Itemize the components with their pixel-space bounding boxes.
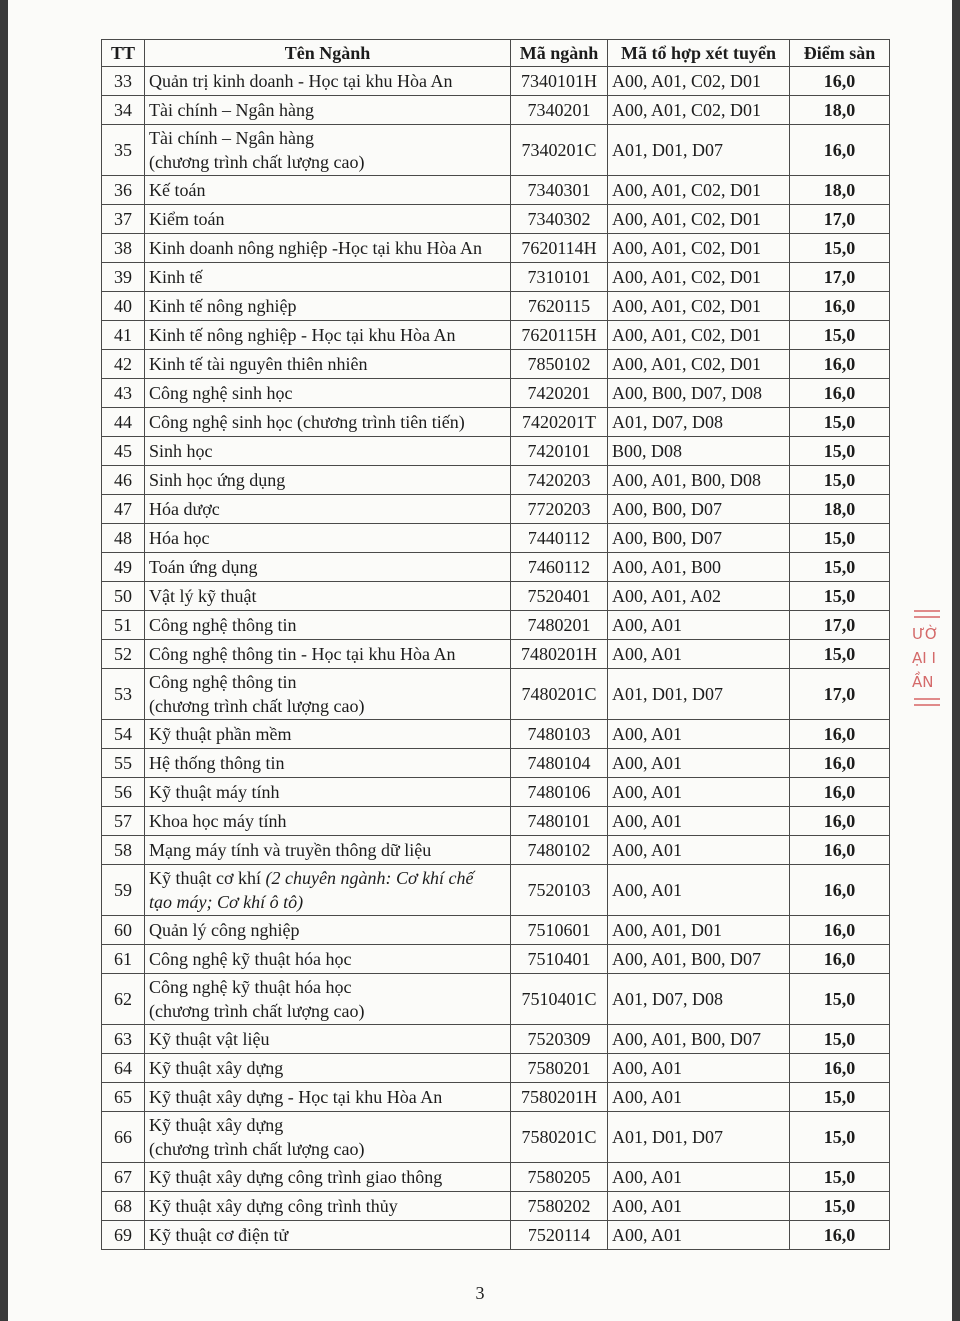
table-row <box>102 437 890 466</box>
minimum-score: 17,0 <box>790 205 890 234</box>
row-number: 42 <box>102 350 145 379</box>
table-row <box>102 974 890 1025</box>
major-name <box>145 263 511 292</box>
major-code: 7580202 <box>511 1192 608 1221</box>
subject-combinations: A00, A01, C02, D01 <box>608 67 790 96</box>
row-number: 37 <box>102 205 145 234</box>
minimum-score: 18,0 <box>790 176 890 205</box>
row-number: 66 <box>102 1112 145 1163</box>
minimum-score: 16,0 <box>790 865 890 916</box>
table-row <box>102 176 890 205</box>
major-name-line2: (chương trình chất lượng cao) <box>149 152 365 172</box>
minimum-score: 15,0 <box>790 234 890 263</box>
table-row <box>102 234 890 263</box>
major-name-text: Công nghệ kỹ thuật hóa học <box>149 977 352 997</box>
minimum-score: 15,0 <box>790 1025 890 1054</box>
minimum-score: 17,0 <box>790 669 890 720</box>
table-row <box>102 67 890 96</box>
major-code: 7850102 <box>511 350 608 379</box>
major-name-text: Tài chính – Ngân hàng <box>149 100 314 120</box>
row-number: 41 <box>102 321 145 350</box>
major-name-line2: (chương trình chất lượng cao) <box>149 696 365 716</box>
table-row <box>102 1112 890 1163</box>
subject-combinations: A00, A01, C02, D01 <box>608 263 790 292</box>
minimum-score: 16,0 <box>790 778 890 807</box>
major-code: 7480101 <box>511 807 608 836</box>
table-row <box>102 778 890 807</box>
major-code: 7460112 <box>511 553 608 582</box>
major-name <box>145 321 511 350</box>
stamp-line <box>914 704 940 706</box>
row-number: 33 <box>102 67 145 96</box>
admission-score-table <box>101 39 890 1250</box>
subject-combinations: A00, A01, C02, D01 <box>608 321 790 350</box>
major-name <box>145 553 511 582</box>
major-name-text: Kinh tế nông nghiệp - Học tại khu Hòa An <box>149 325 456 345</box>
row-number: 69 <box>102 1221 145 1250</box>
major-name <box>145 437 511 466</box>
minimum-score: 15,0 <box>790 524 890 553</box>
row-number: 54 <box>102 720 145 749</box>
row-number: 40 <box>102 292 145 321</box>
minimum-score: 16,0 <box>790 125 890 176</box>
major-name-text: Kỹ thuật xây dựng <box>149 1115 284 1135</box>
major-name <box>145 1221 511 1250</box>
minimum-score: 16,0 <box>790 836 890 865</box>
row-number: 46 <box>102 466 145 495</box>
major-code: 7510401 <box>511 945 608 974</box>
major-code: 7620114H <box>511 234 608 263</box>
subject-combinations: A00, A01 <box>608 836 790 865</box>
row-number: 63 <box>102 1025 145 1054</box>
minimum-score: 16,0 <box>790 720 890 749</box>
table-row <box>102 1083 890 1112</box>
table-row <box>102 263 890 292</box>
row-number: 47 <box>102 495 145 524</box>
row-number: 59 <box>102 865 145 916</box>
row-number: 43 <box>102 379 145 408</box>
major-code: 7510401C <box>511 974 608 1025</box>
major-name <box>145 67 511 96</box>
major-name <box>145 865 511 916</box>
major-code: 7580205 <box>511 1163 608 1192</box>
major-note: (2 chuyên ngành: Cơ khí chế <box>265 868 474 888</box>
major-name-text: Kinh tế <box>149 267 203 287</box>
major-name <box>145 1192 511 1221</box>
major-name <box>145 778 511 807</box>
major-name <box>145 974 511 1025</box>
subject-combinations: A00, A01, C02, D01 <box>608 234 790 263</box>
major-name-line2: (chương trình chất lượng cao) <box>149 1001 365 1021</box>
stamp-text: ẦN <box>912 673 934 691</box>
major-name-text: Hệ thống thông tin <box>149 753 285 773</box>
table-row <box>102 466 890 495</box>
row-number: 57 <box>102 807 145 836</box>
minimum-score: 15,0 <box>790 974 890 1025</box>
subject-combinations: A00, A01 <box>608 1192 790 1221</box>
major-name-text: Sinh học ứng dụng <box>149 470 286 490</box>
major-name-text: Công nghệ thông tin <box>149 615 297 635</box>
major-name-text: Kiểm toán <box>149 209 225 229</box>
table-row <box>102 553 890 582</box>
table-row <box>102 582 890 611</box>
major-code: 7420203 <box>511 466 608 495</box>
table-row <box>102 611 890 640</box>
subject-combinations: A00, A01, B00, D08 <box>608 466 790 495</box>
major-code: 7620115H <box>511 321 608 350</box>
table-row <box>102 1192 890 1221</box>
row-number: 34 <box>102 96 145 125</box>
subject-combinations: B00, D08 <box>608 437 790 466</box>
table-row <box>102 945 890 974</box>
table-row <box>102 379 890 408</box>
minimum-score: 18,0 <box>790 96 890 125</box>
major-code: 7480104 <box>511 749 608 778</box>
major-code: 7580201H <box>511 1083 608 1112</box>
major-name-text: Kỹ thuật phần mềm <box>149 724 292 744</box>
major-name <box>145 125 511 176</box>
subject-combinations: A00, A01, D01 <box>608 916 790 945</box>
major-name <box>145 611 511 640</box>
major-name-text: Toán ứng dụng <box>149 557 258 577</box>
major-name-text: Công nghệ thông tin - Học tại khu Hòa An <box>149 644 456 664</box>
major-code: 7340302 <box>511 205 608 234</box>
major-code: 7620115 <box>511 292 608 321</box>
table-row <box>102 125 890 176</box>
table-row <box>102 916 890 945</box>
minimum-score: 17,0 <box>790 611 890 640</box>
minimum-score: 16,0 <box>790 945 890 974</box>
subject-combinations: A00, A01, C02, D01 <box>608 176 790 205</box>
minimum-score: 15,0 <box>790 1083 890 1112</box>
major-code: 7480201H <box>511 640 608 669</box>
header-tt: TT <box>102 40 145 67</box>
major-name <box>145 350 511 379</box>
table-row <box>102 321 890 350</box>
table-row <box>102 350 890 379</box>
subject-combinations: A00, B00, D07, D08 <box>608 379 790 408</box>
subject-combinations: A00, A01 <box>608 640 790 669</box>
stamp-line <box>914 698 940 700</box>
major-name-text: Kỹ thuật cơ khí <box>149 868 266 888</box>
subject-combinations: A00, A01, B00, D07 <box>608 945 790 974</box>
row-number: 53 <box>102 669 145 720</box>
table-row <box>102 1221 890 1250</box>
major-name-text: Kỹ thuật xây dựng <box>149 1058 284 1078</box>
major-name <box>145 720 511 749</box>
major-code: 7580201C <box>511 1112 608 1163</box>
major-name-text: Kỹ thuật máy tính <box>149 782 280 802</box>
table-row <box>102 1054 890 1083</box>
stamp-text: ƯỜ <box>912 625 939 643</box>
major-name <box>145 749 511 778</box>
minimum-score: 16,0 <box>790 1054 890 1083</box>
header-subject-combinations: Mã tổ hợp xét tuyển <box>608 40 790 67</box>
major-code: 7340201 <box>511 96 608 125</box>
table-row <box>102 96 890 125</box>
major-name-text: Kỹ thuật cơ điện tử <box>149 1225 289 1245</box>
subject-combinations: A00, A01, B00 <box>608 553 790 582</box>
major-code: 7340101H <box>511 67 608 96</box>
row-number: 61 <box>102 945 145 974</box>
major-name-text: Kỹ thuật xây dựng công trình giao thông <box>149 1167 443 1187</box>
major-name <box>145 945 511 974</box>
minimum-score: 16,0 <box>790 292 890 321</box>
row-number: 65 <box>102 1083 145 1112</box>
page-number: 3 <box>475 1283 485 1303</box>
subject-combinations: A00, A01 <box>608 1083 790 1112</box>
table-row <box>102 749 890 778</box>
subject-combinations: A00, A01, A02 <box>608 582 790 611</box>
subject-combinations: A00, A01, C02, D01 <box>608 96 790 125</box>
major-code: 7420201 <box>511 379 608 408</box>
row-number: 64 <box>102 1054 145 1083</box>
row-number: 50 <box>102 582 145 611</box>
major-code: 7420101 <box>511 437 608 466</box>
subject-combinations: A00, A01 <box>608 749 790 778</box>
major-name <box>145 466 511 495</box>
major-code: 7340201C <box>511 125 608 176</box>
major-name-text: Kỹ thuật xây dựng công trình thủy <box>149 1196 398 1216</box>
major-name-text: Quản lý công nghiệp <box>149 920 300 940</box>
row-number: 39 <box>102 263 145 292</box>
major-name-text: Kế toán <box>149 180 206 200</box>
major-name-text: Khoa học máy tính <box>149 811 287 831</box>
minimum-score: 15,0 <box>790 321 890 350</box>
table-header-row <box>102 40 890 67</box>
major-name-text: Công nghệ sinh học (chương trình tiên tiến) <box>149 412 465 432</box>
subject-combinations: A00, A01 <box>608 865 790 916</box>
minimum-score: 16,0 <box>790 749 890 778</box>
subject-combinations: A00, B00, D07 <box>608 495 790 524</box>
major-name <box>145 836 511 865</box>
row-number: 38 <box>102 234 145 263</box>
subject-combinations: A00, B00, D07 <box>608 524 790 553</box>
major-name-text: Tài chính – Ngân hàng <box>149 128 314 148</box>
minimum-score: 16,0 <box>790 1221 890 1250</box>
major-name <box>145 1025 511 1054</box>
major-name <box>145 916 511 945</box>
major-code: 7520103 <box>511 865 608 916</box>
table-row <box>102 1025 890 1054</box>
header-minimum-score: Điểm sàn <box>790 40 890 67</box>
subject-combinations: A01, D07, D08 <box>608 408 790 437</box>
minimum-score: 16,0 <box>790 350 890 379</box>
major-name-text: Kỹ thuật vật liệu <box>149 1029 270 1049</box>
subject-combinations: A01, D01, D07 <box>608 125 790 176</box>
major-name-text: Hóa học <box>149 528 210 548</box>
major-name-text: Kinh tế tài nguyên thiên nhiên <box>149 354 368 374</box>
minimum-score: 15,0 <box>790 553 890 582</box>
minimum-score: 15,0 <box>790 1163 890 1192</box>
major-name <box>145 669 511 720</box>
major-name <box>145 495 511 524</box>
major-name <box>145 1083 511 1112</box>
row-number: 68 <box>102 1192 145 1221</box>
major-name-text: Vật lý kỹ thuật <box>149 586 257 606</box>
row-number: 58 <box>102 836 145 865</box>
major-code: 7480103 <box>511 720 608 749</box>
major-code: 7520401 <box>511 582 608 611</box>
major-name <box>145 1054 511 1083</box>
table-row <box>102 205 890 234</box>
subject-combinations: A00, A01 <box>608 807 790 836</box>
stamp-line <box>914 616 940 618</box>
subject-combinations: A01, D01, D07 <box>608 669 790 720</box>
minimum-score: 17,0 <box>790 263 890 292</box>
minimum-score: 18,0 <box>790 495 890 524</box>
major-name <box>145 582 511 611</box>
row-number: 60 <box>102 916 145 945</box>
table-row <box>102 292 890 321</box>
major-code: 7420201T <box>511 408 608 437</box>
table-row <box>102 640 890 669</box>
minimum-score: 15,0 <box>790 437 890 466</box>
subject-combinations: A00, A01 <box>608 611 790 640</box>
document-page <box>8 0 952 1321</box>
subject-combinations: A00, A01 <box>608 1054 790 1083</box>
table-row <box>102 720 890 749</box>
header-major-code: Mã ngành <box>511 40 608 67</box>
row-number: 36 <box>102 176 145 205</box>
major-name <box>145 640 511 669</box>
row-number: 48 <box>102 524 145 553</box>
row-number: 55 <box>102 749 145 778</box>
major-name-text: Công nghệ kỹ thuật hóa học <box>149 949 352 969</box>
table-row <box>102 495 890 524</box>
major-code: 7340301 <box>511 176 608 205</box>
major-name <box>145 205 511 234</box>
major-code: 7520114 <box>511 1221 608 1250</box>
minimum-score: 16,0 <box>790 807 890 836</box>
stamp-line <box>914 610 940 612</box>
subject-combinations: A00, A01 <box>608 1163 790 1192</box>
table-row <box>102 1163 890 1192</box>
row-number: 56 <box>102 778 145 807</box>
major-name-text: Kỹ thuật xây dựng - Học tại khu Hòa An <box>149 1087 443 1107</box>
major-code: 7480201C <box>511 669 608 720</box>
major-name-text: Hóa dược <box>149 499 220 519</box>
major-name-text: Công nghệ thông tin <box>149 672 297 692</box>
major-code: 7480102 <box>511 836 608 865</box>
major-note-line2: tạo máy; Cơ khí ô tô) <box>149 892 304 912</box>
minimum-score: 15,0 <box>790 1112 890 1163</box>
major-name-text: Công nghệ sinh học <box>149 383 293 403</box>
table-row <box>102 408 890 437</box>
major-name <box>145 234 511 263</box>
table-row <box>102 669 890 720</box>
major-code: 7720203 <box>511 495 608 524</box>
subject-combinations: A00, A01, C02, D01 <box>608 292 790 321</box>
major-name-text: Quản trị kinh doanh - Học tại khu Hòa An <box>149 71 453 91</box>
major-code: 7440112 <box>511 524 608 553</box>
minimum-score: 16,0 <box>790 379 890 408</box>
row-number: 62 <box>102 974 145 1025</box>
table-row <box>102 865 890 916</box>
major-name <box>145 292 511 321</box>
major-name <box>145 379 511 408</box>
major-name <box>145 807 511 836</box>
table-row <box>102 807 890 836</box>
major-name <box>145 1112 511 1163</box>
major-name-text: Sinh học <box>149 441 213 461</box>
major-name <box>145 96 511 125</box>
minimum-score: 15,0 <box>790 1192 890 1221</box>
major-name-text: Kinh tế nông nghiệp <box>149 296 297 316</box>
subject-combinations: A00, A01 <box>608 1221 790 1250</box>
row-number: 44 <box>102 408 145 437</box>
header-major-name: Tên Ngành <box>145 40 511 67</box>
subject-combinations: A00, A01, C02, D01 <box>608 350 790 379</box>
subject-combinations: A00, A01, B00, D07 <box>608 1025 790 1054</box>
major-name-text: Mạng máy tính và truyền thông dữ liệu <box>149 840 432 860</box>
subject-combinations: A00, A01 <box>608 778 790 807</box>
major-name <box>145 1163 511 1192</box>
stamp-text: ẠI I <box>912 649 936 667</box>
table-row <box>102 524 890 553</box>
row-number: 51 <box>102 611 145 640</box>
major-code: 7510601 <box>511 916 608 945</box>
subject-combinations: A00, A01 <box>608 720 790 749</box>
major-name <box>145 408 511 437</box>
row-number: 52 <box>102 640 145 669</box>
subject-combinations: A01, D07, D08 <box>608 974 790 1025</box>
major-code: 7580201 <box>511 1054 608 1083</box>
minimum-score: 16,0 <box>790 916 890 945</box>
row-number: 45 <box>102 437 145 466</box>
major-name-text: Kinh doanh nông nghiệp -Học tại khu Hòa An <box>149 238 482 258</box>
major-name-line2: (chương trình chất lượng cao) <box>149 1139 365 1159</box>
major-code: 7480106 <box>511 778 608 807</box>
minimum-score: 16,0 <box>790 67 890 96</box>
minimum-score: 15,0 <box>790 640 890 669</box>
row-number: 67 <box>102 1163 145 1192</box>
major-name <box>145 524 511 553</box>
minimum-score: 15,0 <box>790 582 890 611</box>
major-code: 7520309 <box>511 1025 608 1054</box>
red-stamp-fragment <box>904 606 944 776</box>
subject-combinations: A00, A01, C02, D01 <box>608 205 790 234</box>
major-code: 7310101 <box>511 263 608 292</box>
major-code: 7480201 <box>511 611 608 640</box>
table-row <box>102 836 890 865</box>
minimum-score: 15,0 <box>790 408 890 437</box>
minimum-score: 15,0 <box>790 466 890 495</box>
row-number: 35 <box>102 125 145 176</box>
major-name <box>145 176 511 205</box>
row-number: 49 <box>102 553 145 582</box>
subject-combinations: A01, D01, D07 <box>608 1112 790 1163</box>
